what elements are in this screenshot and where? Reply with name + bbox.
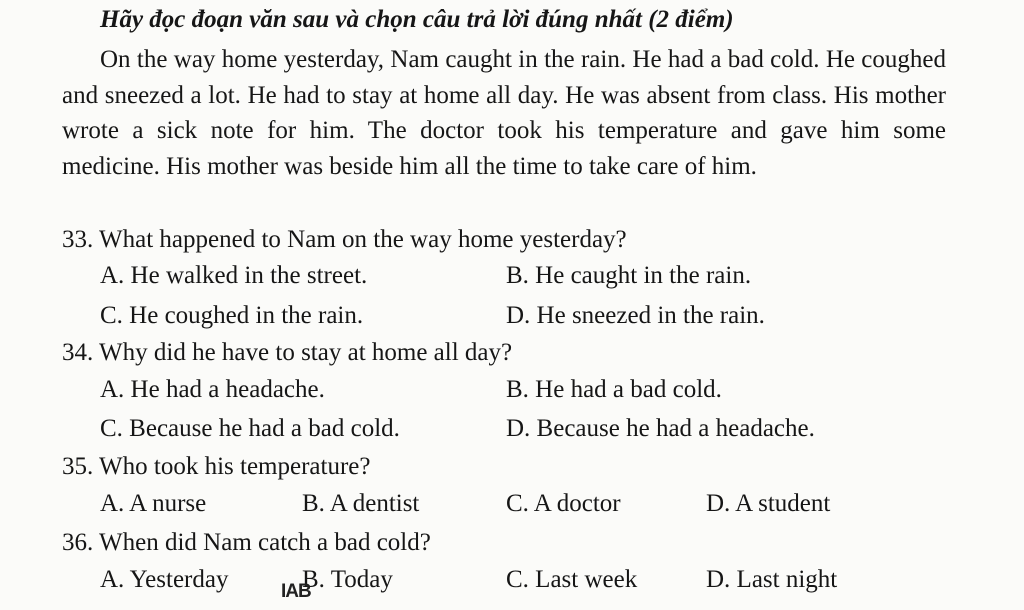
question-34-option-a: A. He had a headache.: [100, 376, 325, 403]
question-35: 35. Who took his temperature?: [62, 453, 371, 480]
question-34-option-b: B. He had a bad cold.: [506, 376, 722, 403]
watermark-logo: IAB: [281, 581, 311, 602]
question-34-option-d: D. Because he had a headache.: [506, 415, 815, 442]
question-36-option-c: C. Last week: [506, 566, 638, 593]
question-36-option-b: B. Today: [302, 566, 393, 593]
question-33-option-b: B. He caught in the rain.: [506, 262, 752, 289]
question-36-option-a: A. Yesterday: [100, 566, 229, 593]
question-36: 36. When did Nam catch a bad cold?: [62, 529, 431, 556]
question-33-option-d: D. He sneezed in the rain.: [506, 302, 765, 329]
question-33-option-c: C. He coughed in the rain.: [100, 302, 364, 329]
question-35-option-a: A. A nurse: [100, 490, 207, 517]
question-35-option-d: D. A student: [706, 490, 831, 517]
reading-passage: On the way home yesterday, Nam caught in the rain. He had a bad cold. He coughed and sneezed a lot. He had to stay at home all day. He was absent from class. His mother wrote a sick note for him. The doctor took his temperature and gave him some medicine. His mother was beside him all the time to take care of him.: [62, 46, 946, 180]
question-34: 34. Why did he have to stay at home all day?: [62, 339, 513, 366]
question-35-option-b: B. A dentist: [302, 490, 420, 517]
question-34-option-c: C. Because he had a bad cold.: [100, 415, 400, 442]
question-36-option-d: D. Last night: [706, 566, 838, 593]
exercise-title: Hãy đọc đoạn văn sau và chọn câu trả lời đúng nhất (2 điểm): [100, 6, 734, 33]
question-35-option-c: C. A doctor: [506, 490, 621, 517]
question-33: 33. What happened to Nam on the way home yesterday?: [62, 226, 627, 253]
question-33-option-a: A. He walked in the street.: [100, 262, 368, 289]
